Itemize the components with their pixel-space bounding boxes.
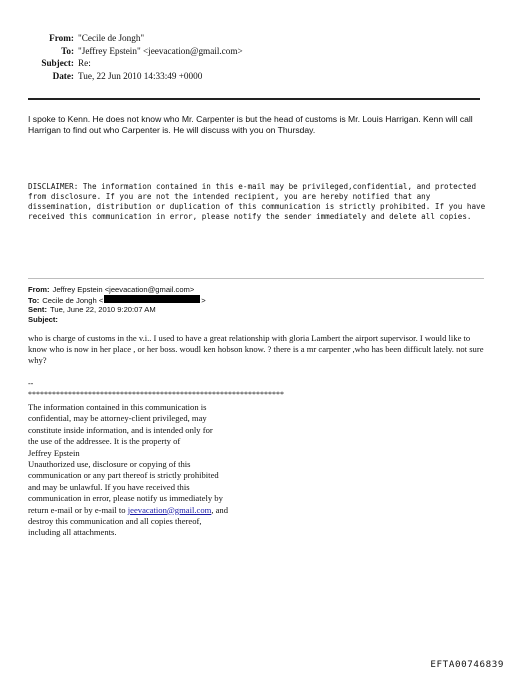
original-from-label: From: [28,285,50,294]
reply-body: I spoke to Kenn. He does not know who Mr. Carpenter is but the head of customs is Mr. Louis Harrigan. Kenn will call Harrigan to find out who Carpenter is. He will discuss with you on Thursday. [28,114,473,136]
original-to-row [28,295,328,306]
notice-line: the use of the addressee. It is the property of [28,436,181,447]
signature-dashes: -- [28,379,34,388]
original-sent-value: Tue, June 22, 2010 9:20:07 AM [49,305,156,315]
email-link[interactable]: jeevacation@gmail.com [127,504,212,515]
notice-line: communication or any part thereof is strictly prohibited [28,470,219,481]
subject-value: Re: [78,58,91,68]
original-to-label: To: [28,295,40,305]
from-row [0,32,300,45]
confidentiality-notice [28,402,328,539]
date-value: Tue, 22 Jun 2010 14:33:49 +0000 [78,70,203,81]
original-from-value: Jeffrey Epstein <jeevacation@gmail.com> [52,285,195,294]
notice-line-prefix: return e-mail or by e-mail to [28,504,128,515]
signature-stars: **************************************************************** [28,390,284,399]
email-header [0,32,300,82]
original-sent-row [28,305,328,315]
date-row [0,70,300,83]
disclaimer-text: DISCLAIMER: The information contained in this e-mail may be privileged,confidential, and protected from disclosure. If you are not the intended recipient, you are hereby notified that any dissemination, distribution or duplication of this communication is strictly prohibited. If you have received this communication in error, please notify the sender immediately and delete all copies. [28,182,486,221]
notice-line: Jeffrey Epstein [28,447,80,458]
date-label: Date: [52,70,74,81]
from-label: From: [49,33,74,43]
quoted-divider [28,278,484,279]
to-row [0,45,300,58]
notice-line: including all attachments. [28,527,117,538]
to-value: "Jeffrey Epstein" <jeevacation@gmail.com> [78,45,243,56]
notice-line: confidential, may be attorney-client privileged, may [28,413,207,424]
original-to-value-end: > [201,295,206,305]
document-id: EFTA00746839 [430,659,504,670]
original-sent-label: Sent: [28,305,47,315]
to-label: To: [61,45,74,56]
original-from-row [28,285,328,295]
notice-line: The information contained in this communication is [28,402,207,412]
notice-line-suffix: , and [211,504,229,515]
from-value: "Cecile de Jongh" [78,33,145,43]
notice-line: communication in error, please notify us immediately by [28,493,223,504]
redaction-bar [104,295,200,303]
notice-line-with-link [28,505,328,516]
original-header [28,285,328,324]
original-subject-label: Subject: [28,314,58,324]
subject-row [0,57,300,70]
original-body: who is charge of customs in the v.i.. I used to have a great relationship with gloria Lambert the airport supervisor. I would like to know who is now in her place , or her boss. woudl ken hobson know. ? there is a mr carpenter ,who has been difficult lately. not sure why? [28,333,484,365]
notice-line: and may be unlawful. If you have received this [28,481,190,492]
notice-line: destroy this communication and all copies thereof, [28,516,202,527]
original-to-value-start: Cecile de Jongh < [42,295,104,305]
notice-line: Unauthorized use, disclosure or copying of this [28,459,191,470]
notice-line: constitute inside information, and is intended only for [28,424,213,435]
subject-label: Subject: [41,58,74,68]
header-divider [28,98,480,100]
original-subject-row [28,315,328,325]
